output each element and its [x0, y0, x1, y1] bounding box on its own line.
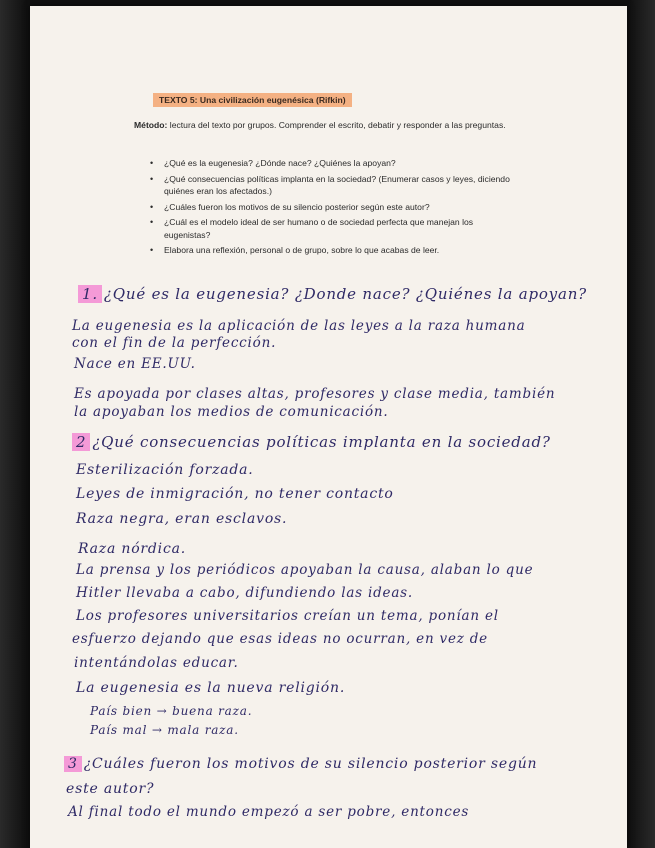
answer-2-line: País bien → buena raza. — [90, 704, 253, 718]
answer-2-heading — [72, 433, 551, 451]
answer-1-line: la apoyaban los medios de comunicación. — [74, 404, 389, 420]
question-list — [150, 157, 510, 260]
answer-3-line: este autor? — [66, 781, 155, 797]
answer-1-line: con el fin de la perfección. — [72, 335, 277, 351]
answer-2-line: Hitler llevaba a cabo, difundiendo las ideas. — [76, 585, 414, 601]
question-item: • ¿Qué consecuencias políticas implanta en la sociedad? (Enumerar casos y leyes, diciendo quiénes eran los afectados.) — [150, 173, 510, 198]
answer-1-line: Es apoyada por clases altas, profesores y clase media, también — [74, 386, 556, 402]
answer-2-line: Esterilización forzada. — [76, 462, 254, 478]
answer-2-line: Leyes de inmigración, no tener contacto — [76, 486, 394, 502]
answer-2-line: La eugenesia es la nueva religión. — [76, 680, 346, 696]
answer-1-line: Nace en EE.UU. — [74, 356, 196, 372]
answer-3-heading — [64, 756, 537, 772]
method-text: lectura del texto por grupos. Comprender el escrito, debatir y responder a las preguntas. — [167, 120, 506, 130]
document-title: TEXTO 5: Una civilización eugenésica (Rifkin) — [153, 93, 352, 107]
answer-2-question: ¿Qué consecuencias políticas implanta en la sociedad? — [92, 433, 551, 451]
answer-2-line: Los profesores universitarios creían un tema, ponían el — [76, 608, 499, 624]
answer-3-question: ¿Cuáles fueron los motivos de su silencio posterior según — [83, 756, 538, 772]
answer-3-line: Al final todo el mundo empezó a ser pobre, entonces — [68, 804, 470, 820]
answer-2-line: intentándolas educar. — [74, 655, 239, 671]
paper-sheet — [30, 6, 627, 848]
answer-2-number: 2 — [72, 433, 90, 451]
question-item: • ¿Qué es la eugenesia? ¿Dónde nace? ¿Quiénes la apoyan? — [150, 157, 510, 170]
answer-1-heading — [78, 285, 587, 303]
answer-2-line: Raza negra, eran esclavos. — [76, 511, 288, 527]
answer-3-number: 3 — [64, 756, 82, 772]
answer-1-number: 1. — [78, 285, 102, 303]
answer-2-line: Raza nórdica. — [78, 541, 186, 557]
method-label: Método: — [134, 120, 168, 130]
question-item: • Elabora una reflexión, personal o de grupo, sobre lo que acabas de leer. — [150, 244, 510, 257]
answer-2-line: País mal → mala raza. — [90, 723, 239, 737]
answer-1-question: ¿Qué es la eugenesia? ¿Donde nace? ¿Quiénes la apoyan? — [103, 285, 587, 303]
question-item: • ¿Cuáles fueron los motivos de su silencio posterior según este autor? — [150, 201, 510, 214]
answer-2-line: esfuerzo dejando que esas ideas no ocurran, en vez de — [72, 631, 488, 647]
answer-2-line: La prensa y los periódicos apoyaban la causa, alaban lo que — [76, 562, 534, 578]
answer-1-line: La eugenesia es la aplicación de las leyes a la raza humana — [72, 318, 526, 334]
method-paragraph — [134, 119, 514, 132]
question-item: • ¿Cuál es el modelo ideal de ser humano o de sociedad perfecta que manejan los eugenistas? — [150, 216, 510, 241]
